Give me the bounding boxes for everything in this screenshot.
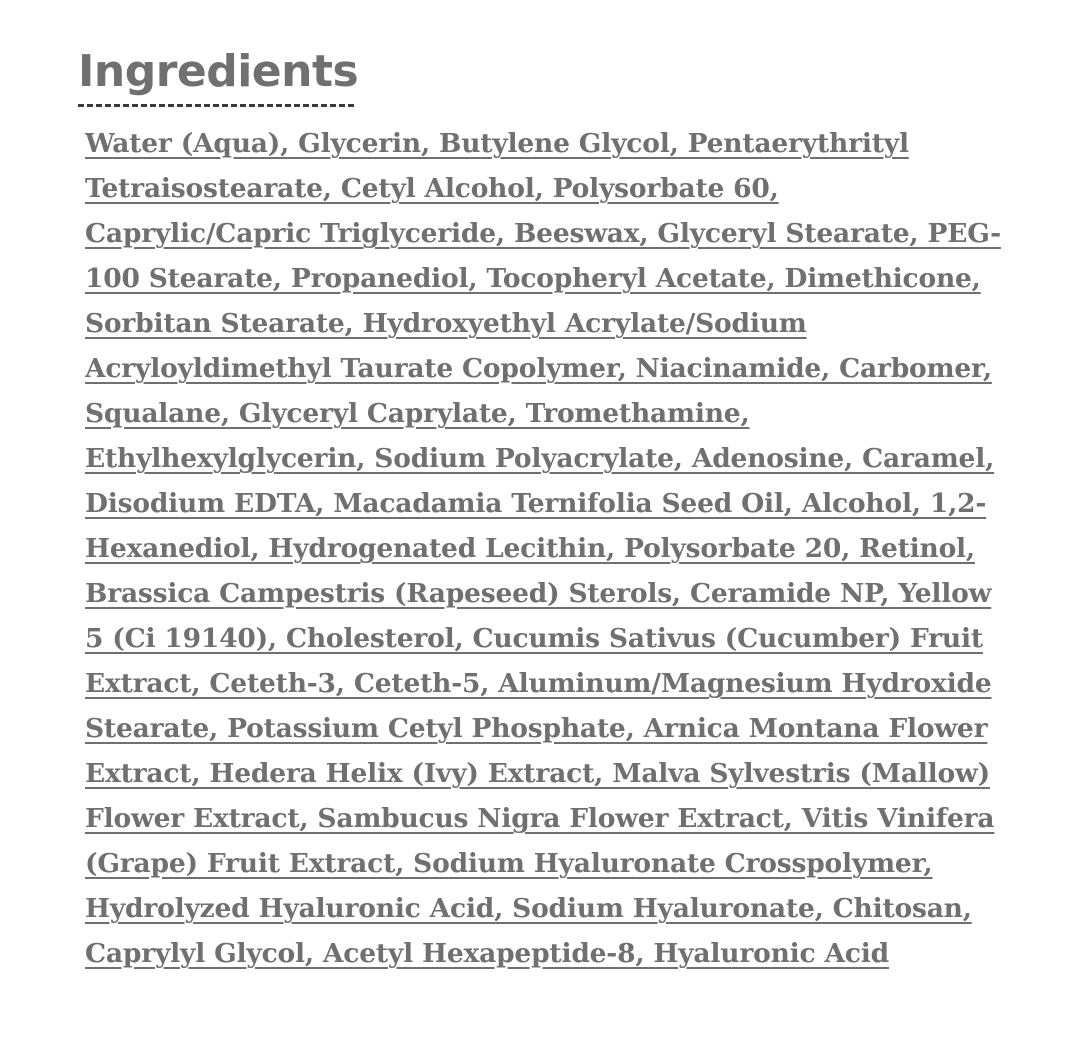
ingredients-heading: Ingredients [78, 46, 359, 97]
heading-dashed-underline [78, 104, 354, 107]
ingredients-section [78, 44, 1008, 976]
ingredients-list-text[interactable]: Water (Aqua), Glycerin, Butylene Glycol, Pentaerythrityl Tetraisostearate, Cetyl Alcohol, Polysorbate 60, Caprylic/Capric Triglyceride, Beeswax, Glyceryl Stearate, PEG-100 Stearate, Propanediol, Tocopheryl Acetate, Dimethicone, Sorbitan Stearate, Hydroxyethyl Acrylate/Sodium Acryloyldimethyl Taurate Copolymer, Niacinamide, Carbomer, Squalane, Glyceryl Caprylate, Tromethamine, Ethylhexylglycerin, Sodium Polyacrylate, Adenosine, Caramel, Disodium EDTA, Macadamia Ternifolia Seed Oil, Alcohol, 1,2-Hexanediol, Hydrogenated Lecithin, Polysorbate 20, Retinol, Brassica Campestris (Rapeseed) Sterols, Ceramide NP, Yellow 5 (Ci 19140), Cholesterol, Cucumis Sativus (Cucumber) Fruit Extract, Ceteth-3, Ceteth-5, Aluminum/Magnesium Hydroxide Stearate, Potassium Cetyl Phosphate, Arnica Montana Flower Extract, Hedera Helix (Ivy) Extract, Malva Sylvestris (Mallow) Flower Extract, Sambucus Nigra Flower Extract, Vitis Vinifera (Grape) Fruit Extract, Sodium Hyaluronate Crosspolymer, Hydrolyzed Hyaluronic Acid, Sodium Hyaluronate, Chitosan, Caprylyl Glycol, Acetyl Hexapeptide-8, Hyaluronic Acid [85, 128, 1001, 969]
